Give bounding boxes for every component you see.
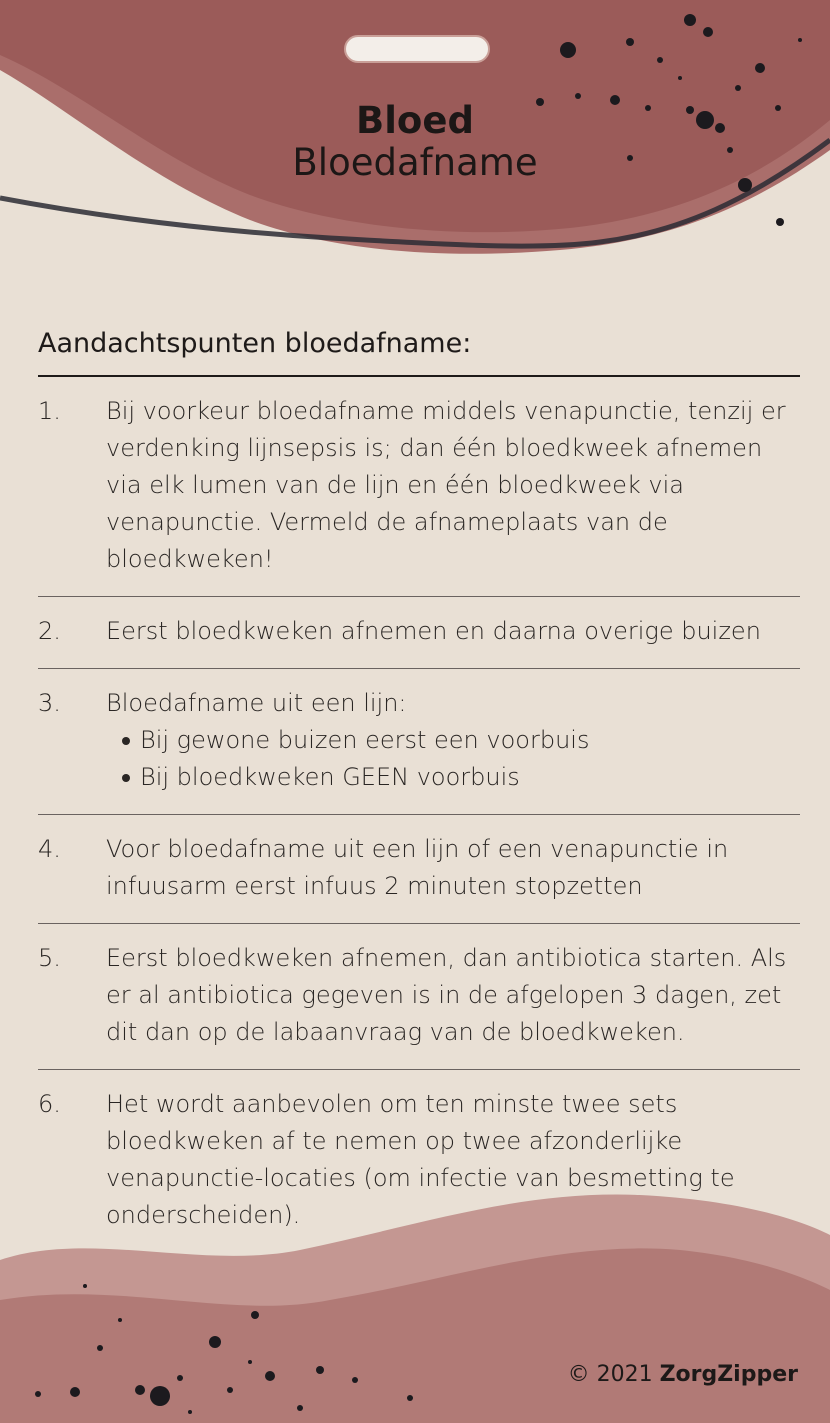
copyright-text: © 2021: [567, 1362, 653, 1387]
list-item: [38, 815, 800, 924]
list-item: [38, 924, 800, 1070]
content: [38, 328, 800, 1252]
list-item: [38, 669, 800, 815]
item-number: 2.: [38, 617, 61, 645]
item-text: Bloedafname uit een lijn:: [106, 689, 407, 717]
item-text: Voor bloedafname uit een lijn of een venapunctie in infuusarm eerst infuus 2 minuten stopzetten: [106, 835, 729, 900]
item-number: 1.: [38, 397, 61, 425]
list-item: [38, 1070, 800, 1252]
item-text: Bij voorkeur bloedafname middels venapunctie, tenzij er verdenking lijnsepsis is; dan één bloedkweek afnemen via elk lumen van de lijn en één bloedkweek via venapunctie. Vermeld de afnameplaats van de bloedkweken!: [106, 397, 786, 573]
bullet-list: [106, 722, 800, 796]
section-title: Aandachtspunten bloedafname:: [38, 328, 800, 377]
page-subtitle: Bloedafname: [292, 141, 538, 184]
item-number: 4.: [38, 835, 61, 863]
item-number: 3.: [38, 689, 61, 717]
item-text: Het wordt aanbevolen om ten minste twee sets bloedkweken af te nemen op twee afzonderlijke venapunctie-locaties (om infectie van besmetting te onderscheiden).: [106, 1090, 735, 1229]
footer-copyright: [568, 1362, 798, 1387]
list-item: [38, 377, 800, 597]
card-slot: [344, 35, 490, 63]
bullet-item: Bij bloedkweken GEEN voorbuis: [140, 759, 800, 796]
list-item: [38, 597, 800, 669]
item-body: [106, 685, 800, 796]
bullet-item: Bij gewone buizen eerst een voorbuis: [140, 722, 800, 759]
page-title: Bloed: [356, 99, 474, 142]
page-header: [0, 100, 830, 184]
item-text: Eerst bloedkweken afnemen en daarna overige buizen: [106, 617, 761, 645]
item-number: 5.: [38, 944, 61, 972]
item-text: Eerst bloedkweken afnemen, dan antibiotica starten. Als er al antibiotica gegeven is in de afgelopen 3 dagen, zet dit dan op de labaanvraag van de bloedkweken.: [106, 944, 787, 1046]
brand-name: ZorgZipper: [659, 1362, 798, 1387]
item-number: 6.: [38, 1090, 61, 1118]
